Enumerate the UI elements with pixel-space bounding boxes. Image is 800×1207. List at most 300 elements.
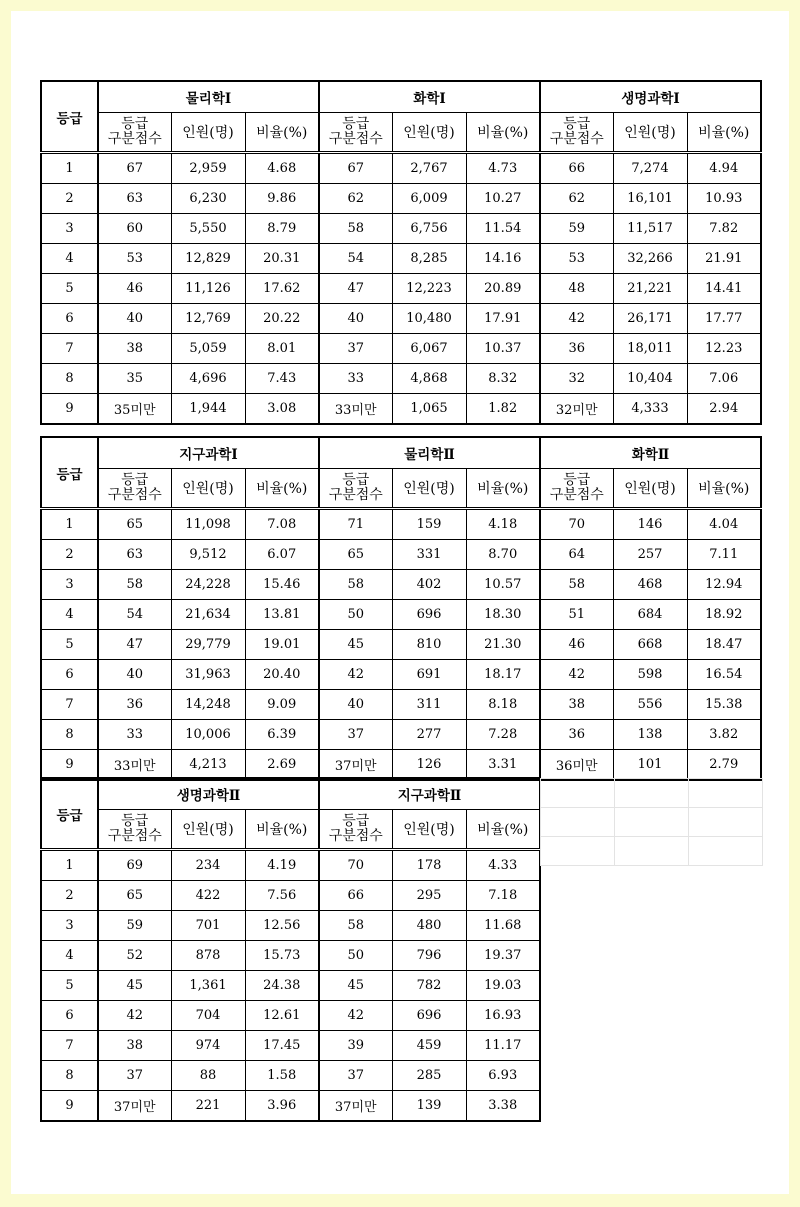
cut-score-cell: 32미만 [540, 394, 613, 425]
table-row [41, 850, 540, 881]
table-row [41, 971, 540, 1001]
cut-score-cell: 36 [98, 690, 171, 720]
subject-header: 지구과학Ⅱ [319, 778, 540, 810]
ratio-cell: 17.91 [466, 304, 540, 334]
table-row [41, 1091, 540, 1122]
cut-score-cell: 62 [540, 184, 613, 214]
count-header: 인원(명) [392, 810, 466, 850]
ratio-header: 비율(%) [245, 469, 319, 509]
count-cell: 5,059 [171, 334, 245, 364]
grade-cell: 5 [41, 274, 98, 304]
cut-score-cell: 39 [319, 1031, 392, 1061]
ratio-cell: 1.82 [466, 394, 540, 425]
grade-cell: 2 [41, 540, 98, 570]
cut-score-header: 등급 구분점수 [319, 113, 392, 153]
ratio-cell: 7.56 [245, 881, 319, 911]
ratio-cell: 20.89 [466, 274, 540, 304]
ratio-cell: 2.79 [687, 750, 761, 781]
count-cell: 32,266 [613, 244, 687, 274]
cut-score-cell: 40 [319, 304, 392, 334]
cut-score-cell: 37미만 [319, 750, 392, 781]
count-header: 인원(명) [613, 469, 687, 509]
cut-score-cell: 36미만 [540, 750, 613, 781]
count-cell: 11,126 [171, 274, 245, 304]
ratio-cell: 20.22 [245, 304, 319, 334]
ratio-cell: 19.01 [245, 630, 319, 660]
ratio-cell: 24.38 [245, 971, 319, 1001]
count-cell: 277 [392, 720, 466, 750]
table-row [41, 540, 761, 570]
cut-score-cell: 38 [540, 690, 613, 720]
count-cell: 5,550 [171, 214, 245, 244]
cut-score-cell: 65 [98, 881, 171, 911]
table-row [41, 750, 761, 781]
cut-score-cell: 37 [319, 1061, 392, 1091]
cut-score-cell: 33 [319, 364, 392, 394]
cut-score-cell: 70 [540, 509, 613, 540]
cut-score-cell: 42 [319, 1001, 392, 1031]
table-row [41, 911, 540, 941]
ratio-cell: 21.30 [466, 630, 540, 660]
cut-score-header: 등급 구분점수 [540, 469, 613, 509]
ratio-cell: 9.09 [245, 690, 319, 720]
count-cell: 556 [613, 690, 687, 720]
subject-header: 지구과학Ⅰ [98, 437, 319, 469]
count-cell: 796 [392, 941, 466, 971]
table-row [41, 214, 761, 244]
grade-cell: 2 [41, 881, 98, 911]
ratio-cell: 4.33 [466, 850, 540, 881]
count-cell: 782 [392, 971, 466, 1001]
cut-score-cell: 63 [98, 540, 171, 570]
count-cell: 810 [392, 630, 466, 660]
table-row [41, 570, 761, 600]
cut-score-cell: 66 [540, 153, 613, 184]
ratio-cell: 2.94 [687, 394, 761, 425]
count-cell: 88 [171, 1061, 245, 1091]
count-cell: 974 [171, 1031, 245, 1061]
ratio-cell: 6.39 [245, 720, 319, 750]
ratio-cell: 3.38 [466, 1091, 540, 1122]
cut-score-cell: 33미만 [319, 394, 392, 425]
grade-cell: 5 [41, 630, 98, 660]
cut-score-cell: 59 [540, 214, 613, 244]
table-row [41, 304, 761, 334]
subject-header: 화학Ⅰ [319, 81, 540, 113]
table-row [41, 184, 761, 214]
cut-score-cell: 37 [319, 720, 392, 750]
cut-score-cell: 64 [540, 540, 613, 570]
table-row [41, 600, 761, 630]
grade-cell: 1 [41, 509, 98, 540]
grade-cell: 4 [41, 244, 98, 274]
grade-cell: 4 [41, 941, 98, 971]
count-cell: 31,963 [171, 660, 245, 690]
cut-score-cell: 40 [98, 304, 171, 334]
count-cell: 234 [171, 850, 245, 881]
cut-score-header: 등급 구분점수 [540, 113, 613, 153]
count-cell: 295 [392, 881, 466, 911]
count-cell: 126 [392, 750, 466, 781]
count-header: 인원(명) [392, 113, 466, 153]
count-cell: 285 [392, 1061, 466, 1091]
count-cell: 696 [392, 1001, 466, 1031]
ratio-cell: 20.31 [245, 244, 319, 274]
cut-score-cell: 65 [98, 509, 171, 540]
cut-score-cell: 32 [540, 364, 613, 394]
grade-cell: 6 [41, 660, 98, 690]
count-cell: 459 [392, 1031, 466, 1061]
ratio-cell: 8.70 [466, 540, 540, 570]
cut-score-header: 등급 구분점수 [98, 810, 171, 850]
ratio-cell: 3.08 [245, 394, 319, 425]
cut-score-cell: 50 [319, 941, 392, 971]
count-cell: 21,221 [613, 274, 687, 304]
count-cell: 12,769 [171, 304, 245, 334]
grade-cell: 6 [41, 304, 98, 334]
ratio-cell: 7.08 [245, 509, 319, 540]
count-cell: 7,274 [613, 153, 687, 184]
grade-cell: 8 [41, 1061, 98, 1091]
table-row [41, 1031, 540, 1061]
grade-cell: 9 [41, 394, 98, 425]
table-row [41, 244, 761, 274]
grade-cell: 3 [41, 570, 98, 600]
ratio-cell: 6.07 [245, 540, 319, 570]
ratio-cell: 18.47 [687, 630, 761, 660]
count-cell: 21,634 [171, 600, 245, 630]
cut-score-cell: 35 [98, 364, 171, 394]
grade-cell: 4 [41, 600, 98, 630]
count-cell: 1,944 [171, 394, 245, 425]
cut-score-cell: 67 [319, 153, 392, 184]
cut-score-cell: 36 [540, 720, 613, 750]
grade-cell: 7 [41, 334, 98, 364]
ratio-cell: 17.62 [245, 274, 319, 304]
ratio-cell: 17.45 [245, 1031, 319, 1061]
ratio-cell: 11.17 [466, 1031, 540, 1061]
ratio-cell: 18.17 [466, 660, 540, 690]
cut-score-cell: 46 [540, 630, 613, 660]
count-cell: 29,779 [171, 630, 245, 660]
ratio-cell: 2.69 [245, 750, 319, 781]
cut-score-cell: 47 [319, 274, 392, 304]
ratio-header: 비율(%) [466, 113, 540, 153]
ratio-cell: 15.38 [687, 690, 761, 720]
cut-score-cell: 58 [98, 570, 171, 600]
table-row [41, 720, 761, 750]
count-cell: 468 [613, 570, 687, 600]
ratio-cell: 16.93 [466, 1001, 540, 1031]
grade-cell: 3 [41, 214, 98, 244]
ratio-cell: 10.27 [466, 184, 540, 214]
count-cell: 878 [171, 941, 245, 971]
count-cell: 10,404 [613, 364, 687, 394]
count-cell: 24,228 [171, 570, 245, 600]
ratio-cell: 8.01 [245, 334, 319, 364]
cut-score-cell: 42 [319, 660, 392, 690]
count-cell: 4,868 [392, 364, 466, 394]
cut-score-cell: 37 [319, 334, 392, 364]
ratio-cell: 4.68 [245, 153, 319, 184]
ratio-cell: 19.37 [466, 941, 540, 971]
ratio-cell: 11.68 [466, 911, 540, 941]
cut-score-cell: 58 [319, 911, 392, 941]
count-cell: 598 [613, 660, 687, 690]
count-cell: 178 [392, 850, 466, 881]
cut-score-cell: 45 [319, 630, 392, 660]
cut-score-cell: 33 [98, 720, 171, 750]
subject-header: 화학Ⅱ [540, 437, 761, 469]
table-row [41, 941, 540, 971]
ratio-cell: 4.73 [466, 153, 540, 184]
ratio-cell: 14.41 [687, 274, 761, 304]
table-row [41, 394, 761, 425]
count-header: 인원(명) [171, 810, 245, 850]
cut-score-cell: 71 [319, 509, 392, 540]
count-cell: 6,009 [392, 184, 466, 214]
table-row [41, 881, 540, 911]
grade-cell: 6 [41, 1001, 98, 1031]
count-cell: 6,067 [392, 334, 466, 364]
ratio-header: 비율(%) [245, 113, 319, 153]
ratio-cell: 18.92 [687, 600, 761, 630]
grade-header: 등급 [41, 437, 98, 509]
ratio-cell: 12.94 [687, 570, 761, 600]
count-header: 인원(명) [613, 113, 687, 153]
cut-score-cell: 33미만 [98, 750, 171, 781]
cut-score-cell: 53 [540, 244, 613, 274]
count-cell: 257 [613, 540, 687, 570]
table-row [41, 509, 761, 540]
cut-score-cell: 45 [98, 971, 171, 1001]
grade-cell: 7 [41, 690, 98, 720]
count-cell: 696 [392, 600, 466, 630]
cut-score-cell: 38 [98, 334, 171, 364]
ratio-cell: 15.46 [245, 570, 319, 600]
count-cell: 138 [613, 720, 687, 750]
cut-score-header: 등급 구분점수 [319, 469, 392, 509]
table-row [41, 274, 761, 304]
ratio-cell: 3.82 [687, 720, 761, 750]
subject-header: 물리학Ⅰ [98, 81, 319, 113]
count-cell: 8,285 [392, 244, 466, 274]
ratio-cell: 7.82 [687, 214, 761, 244]
ratio-cell: 4.94 [687, 153, 761, 184]
count-cell: 1,361 [171, 971, 245, 1001]
cut-score-cell: 66 [319, 881, 392, 911]
cut-score-cell: 37미만 [319, 1091, 392, 1122]
ratio-header: 비율(%) [245, 810, 319, 850]
cut-score-cell: 35미만 [98, 394, 171, 425]
cut-score-cell: 63 [98, 184, 171, 214]
ratio-cell: 18.30 [466, 600, 540, 630]
ratio-header: 비율(%) [687, 113, 761, 153]
ratio-cell: 4.18 [466, 509, 540, 540]
count-cell: 26,171 [613, 304, 687, 334]
cut-score-cell: 42 [540, 304, 613, 334]
grade-cell: 1 [41, 850, 98, 881]
count-cell: 18,011 [613, 334, 687, 364]
count-cell: 10,006 [171, 720, 245, 750]
count-cell: 2,767 [392, 153, 466, 184]
score-table-3 [40, 777, 541, 1122]
count-cell: 691 [392, 660, 466, 690]
count-cell: 6,756 [392, 214, 466, 244]
cut-score-cell: 70 [319, 850, 392, 881]
ratio-cell: 11.54 [466, 214, 540, 244]
ratio-cell: 8.79 [245, 214, 319, 244]
count-cell: 146 [613, 509, 687, 540]
count-cell: 1,065 [392, 394, 466, 425]
document-page [11, 11, 789, 1194]
cut-score-cell: 53 [98, 244, 171, 274]
ratio-cell: 15.73 [245, 941, 319, 971]
count-cell: 668 [613, 630, 687, 660]
subject-header: 생명과학Ⅱ [98, 778, 319, 810]
table-row [41, 364, 761, 394]
ratio-header: 비율(%) [466, 810, 540, 850]
table-row [41, 1061, 540, 1091]
table-row [41, 334, 761, 364]
grade-cell: 2 [41, 184, 98, 214]
ratio-cell: 7.11 [687, 540, 761, 570]
grade-header: 등급 [41, 778, 98, 850]
cut-score-cell: 62 [319, 184, 392, 214]
grade-cell: 8 [41, 364, 98, 394]
ratio-cell: 3.96 [245, 1091, 319, 1122]
cut-score-cell: 47 [98, 630, 171, 660]
table-row [41, 153, 761, 184]
count-cell: 12,829 [171, 244, 245, 274]
ratio-cell: 6.93 [466, 1061, 540, 1091]
ratio-cell: 12.61 [245, 1001, 319, 1031]
subject-header: 물리학Ⅱ [319, 437, 540, 469]
cut-score-cell: 69 [98, 850, 171, 881]
count-cell: 701 [171, 911, 245, 941]
ratio-cell: 14.16 [466, 244, 540, 274]
grade-header: 등급 [41, 81, 98, 153]
count-cell: 2,959 [171, 153, 245, 184]
cut-score-cell: 58 [319, 214, 392, 244]
cut-score-header: 등급 구분점수 [319, 810, 392, 850]
count-cell: 12,223 [392, 274, 466, 304]
count-header: 인원(명) [392, 469, 466, 509]
ratio-cell: 12.23 [687, 334, 761, 364]
table-row [41, 690, 761, 720]
count-cell: 480 [392, 911, 466, 941]
table-row [41, 1001, 540, 1031]
cut-score-cell: 58 [540, 570, 613, 600]
cut-score-cell: 40 [98, 660, 171, 690]
cut-score-cell: 46 [98, 274, 171, 304]
ratio-cell: 1.58 [245, 1061, 319, 1091]
count-cell: 684 [613, 600, 687, 630]
ratio-cell: 12.56 [245, 911, 319, 941]
count-cell: 10,480 [392, 304, 466, 334]
cut-score-cell: 59 [98, 911, 171, 941]
ratio-cell: 10.37 [466, 334, 540, 364]
ratio-cell: 20.40 [245, 660, 319, 690]
count-cell: 331 [392, 540, 466, 570]
cut-score-cell: 67 [98, 153, 171, 184]
grade-cell: 8 [41, 720, 98, 750]
count-cell: 9,512 [171, 540, 245, 570]
cut-score-cell: 40 [319, 690, 392, 720]
score-table-2 [40, 436, 762, 781]
ratio-cell: 17.77 [687, 304, 761, 334]
count-cell: 16,101 [613, 184, 687, 214]
count-cell: 4,696 [171, 364, 245, 394]
grade-cell: 9 [41, 1091, 98, 1122]
empty-sheet-cells [540, 778, 763, 866]
cut-score-cell: 51 [540, 600, 613, 630]
grade-cell: 3 [41, 911, 98, 941]
cut-score-cell: 65 [319, 540, 392, 570]
count-cell: 311 [392, 690, 466, 720]
cut-score-header: 등급 구분점수 [98, 113, 171, 153]
cut-score-cell: 54 [319, 244, 392, 274]
ratio-cell: 7.18 [466, 881, 540, 911]
cut-score-cell: 52 [98, 941, 171, 971]
ratio-cell: 8.32 [466, 364, 540, 394]
grade-cell: 5 [41, 971, 98, 1001]
count-cell: 139 [392, 1091, 466, 1122]
count-cell: 14,248 [171, 690, 245, 720]
count-cell: 11,098 [171, 509, 245, 540]
ratio-header: 비율(%) [466, 469, 540, 509]
cut-score-cell: 58 [319, 570, 392, 600]
table-row [41, 660, 761, 690]
cut-score-cell: 38 [98, 1031, 171, 1061]
count-cell: 4,213 [171, 750, 245, 781]
ratio-cell: 10.93 [687, 184, 761, 214]
count-header: 인원(명) [171, 113, 245, 153]
count-cell: 422 [171, 881, 245, 911]
cut-score-cell: 60 [98, 214, 171, 244]
count-cell: 4,333 [613, 394, 687, 425]
count-cell: 704 [171, 1001, 245, 1031]
ratio-cell: 19.03 [466, 971, 540, 1001]
ratio-cell: 9.86 [245, 184, 319, 214]
score-table-1 [40, 80, 762, 425]
ratio-cell: 7.43 [245, 364, 319, 394]
ratio-cell: 16.54 [687, 660, 761, 690]
cut-score-cell: 42 [98, 1001, 171, 1031]
grade-cell: 9 [41, 750, 98, 781]
grade-cell: 1 [41, 153, 98, 184]
ratio-cell: 8.18 [466, 690, 540, 720]
cut-score-cell: 42 [540, 660, 613, 690]
count-cell: 402 [392, 570, 466, 600]
count-cell: 6,230 [171, 184, 245, 214]
count-header: 인원(명) [171, 469, 245, 509]
cut-score-cell: 48 [540, 274, 613, 304]
ratio-cell: 10.57 [466, 570, 540, 600]
ratio-cell: 21.91 [687, 244, 761, 274]
cut-score-cell: 36 [540, 334, 613, 364]
ratio-cell: 7.28 [466, 720, 540, 750]
cut-score-cell: 37 [98, 1061, 171, 1091]
ratio-cell: 3.31 [466, 750, 540, 781]
ratio-header: 비율(%) [687, 469, 761, 509]
count-cell: 159 [392, 509, 466, 540]
ratio-cell: 13.81 [245, 600, 319, 630]
cut-score-cell: 45 [319, 971, 392, 1001]
ratio-cell: 4.04 [687, 509, 761, 540]
count-cell: 11,517 [613, 214, 687, 244]
cut-score-cell: 37미만 [98, 1091, 171, 1122]
